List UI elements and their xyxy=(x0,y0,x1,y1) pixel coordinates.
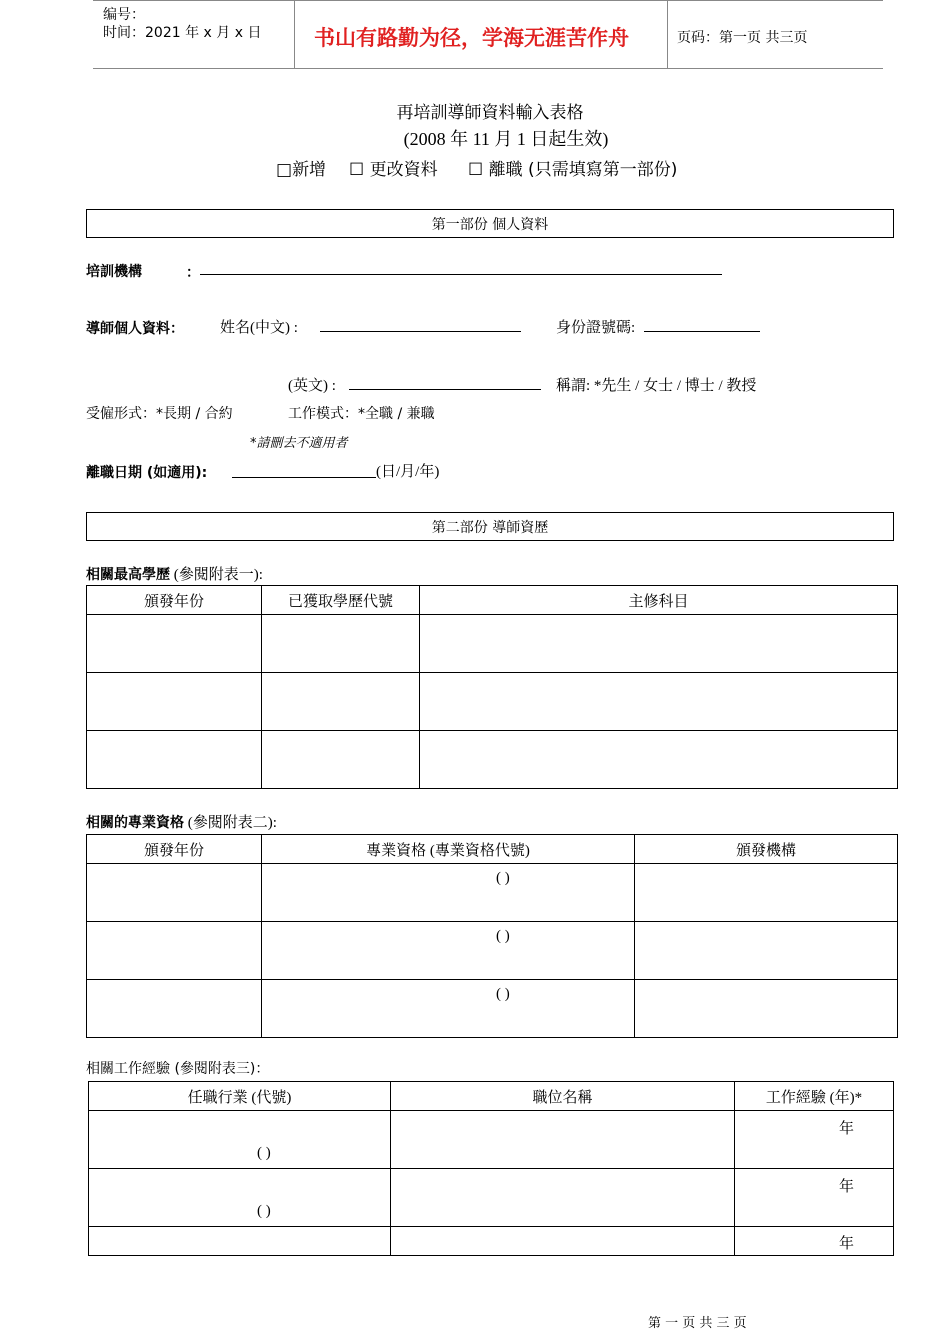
part1-heading: 第一部份 個人資料 xyxy=(86,209,894,238)
effective-date: (2008 年 11 月 1 日起生效) xyxy=(403,129,609,149)
work-mode-label: 工作模式：*全職 / 兼職 xyxy=(288,406,435,422)
org-field[interactable] xyxy=(200,274,722,275)
input-cell[interactable] xyxy=(87,980,262,1038)
input-cell[interactable] xyxy=(391,1227,735,1256)
col-header: 主修科目 xyxy=(420,586,898,615)
leave-date-format: (日/月/年) xyxy=(376,464,440,480)
code-parens: ( ) xyxy=(496,928,510,944)
input-cell[interactable] xyxy=(420,615,898,673)
part2-heading: 第二部份 導師資歷 xyxy=(86,512,894,541)
tutor-label: 導師個人資料： xyxy=(86,321,184,337)
col-header: 任職行業 (代號) xyxy=(89,1082,391,1111)
input-cell[interactable] xyxy=(391,1169,735,1227)
table-row xyxy=(89,1169,894,1227)
table-row xyxy=(87,673,898,731)
page-label: 页码：第一页 共三页 xyxy=(677,30,808,46)
col-header: 頒發年份 xyxy=(87,586,262,615)
input-cell[interactable] xyxy=(262,864,635,922)
professional-table xyxy=(86,834,898,1038)
leave-date-label: 離職日期 (如適用): xyxy=(86,465,208,481)
motto: 书山有路勤为径，学海无涯苦作舟 xyxy=(314,25,629,50)
work-experience-label: 相關工作經驗 (參閱附表三)： xyxy=(86,1061,270,1077)
option-change[interactable] xyxy=(349,155,438,180)
col-header: 頒發年份 xyxy=(87,835,262,864)
form-title: 再培訓導師資料輸入表格 xyxy=(396,103,584,123)
input-cell[interactable] xyxy=(635,864,898,922)
header-top-rule xyxy=(93,0,883,1)
name-cn-label: 姓名(中文) : xyxy=(220,320,298,336)
header-divider xyxy=(294,0,295,68)
code-parens: ( ) xyxy=(496,986,510,1002)
input-cell[interactable] xyxy=(420,731,898,789)
option-label: 離職 (只需填寫第一部份) xyxy=(488,160,678,180)
input-cell[interactable] xyxy=(262,980,635,1038)
option-label: 更改資料 xyxy=(369,160,438,180)
table-row xyxy=(89,1111,894,1169)
org-label: 培訓機構 xyxy=(86,264,142,280)
employment-label: 受僱形式：*長期 / 合約 xyxy=(86,406,233,422)
year-unit: 年 xyxy=(839,1236,855,1252)
delete-note: *請刪去不適用者 xyxy=(250,436,348,451)
input-cell[interactable] xyxy=(735,1227,894,1256)
input-cell[interactable] xyxy=(87,731,262,789)
leave-date-field[interactable] xyxy=(232,477,376,478)
footer-page-number: 第 一 页 共 三 页 xyxy=(648,1316,747,1331)
col-header: 已獲取學歷代號 xyxy=(262,586,420,615)
org-colon: ： xyxy=(186,265,200,281)
year-unit: 年 xyxy=(839,1121,855,1137)
table-row xyxy=(89,1227,894,1256)
education-label: 相關最高學歷 (參閱附表一): xyxy=(86,567,263,583)
name-cn-field[interactable] xyxy=(320,331,521,332)
input-cell[interactable] xyxy=(635,922,898,980)
col-header: 專業資格 (專業資格代號) xyxy=(262,835,635,864)
input-cell[interactable] xyxy=(89,1227,391,1256)
input-cell[interactable] xyxy=(735,1111,894,1169)
input-cell[interactable] xyxy=(262,731,420,789)
input-cell[interactable] xyxy=(87,673,262,731)
salutation-label: 稱謂: *先生 / 女士 / 博士 / 教授 xyxy=(556,378,757,394)
header-bottom-rule xyxy=(93,68,883,69)
year-unit: 年 xyxy=(839,1179,855,1195)
input-cell[interactable] xyxy=(420,673,898,731)
checkbox-icon[interactable]: □ xyxy=(276,160,293,180)
number-label: 编号： xyxy=(103,7,145,23)
input-cell[interactable] xyxy=(87,922,262,980)
col-header: 頒發機構 xyxy=(635,835,898,864)
option-label: 新增 xyxy=(292,160,327,180)
code-parens: ( ) xyxy=(257,1145,271,1161)
input-cell[interactable] xyxy=(262,615,420,673)
input-cell[interactable] xyxy=(87,864,262,922)
time-label: 时间：2021 年 x 月 x 日 xyxy=(103,25,262,41)
input-cell[interactable] xyxy=(262,922,635,980)
checkbox-icon[interactable]: ☐ xyxy=(468,160,484,180)
col-header: 職位名稱 xyxy=(391,1082,735,1111)
header-divider xyxy=(667,0,668,68)
id-field[interactable] xyxy=(644,331,760,332)
input-cell[interactable] xyxy=(391,1111,735,1169)
professional-label: 相關的專業資格 (參閱附表二): xyxy=(86,815,277,831)
option-leave[interactable] xyxy=(468,155,677,180)
checkbox-icon[interactable]: ☐ xyxy=(349,160,365,180)
input-cell[interactable] xyxy=(735,1169,894,1227)
table-row xyxy=(87,615,898,673)
code-parens: ( ) xyxy=(496,870,510,886)
table-row xyxy=(87,731,898,789)
work-experience-table xyxy=(88,1081,894,1256)
code-parens: ( ) xyxy=(257,1203,271,1219)
education-table xyxy=(86,585,898,789)
name-en-field[interactable] xyxy=(349,389,541,390)
col-header: 工作經驗 (年)* xyxy=(735,1082,894,1111)
input-cell[interactable] xyxy=(89,1111,391,1169)
table-row xyxy=(87,980,898,1038)
name-en-label: (英文) : xyxy=(288,378,336,394)
input-cell[interactable] xyxy=(635,980,898,1038)
id-label: 身份證號碼: xyxy=(556,320,636,336)
option-new[interactable] xyxy=(276,155,326,180)
table-row xyxy=(87,864,898,922)
input-cell[interactable] xyxy=(89,1169,391,1227)
table-row xyxy=(87,922,898,980)
input-cell[interactable] xyxy=(87,615,262,673)
input-cell[interactable] xyxy=(262,673,420,731)
